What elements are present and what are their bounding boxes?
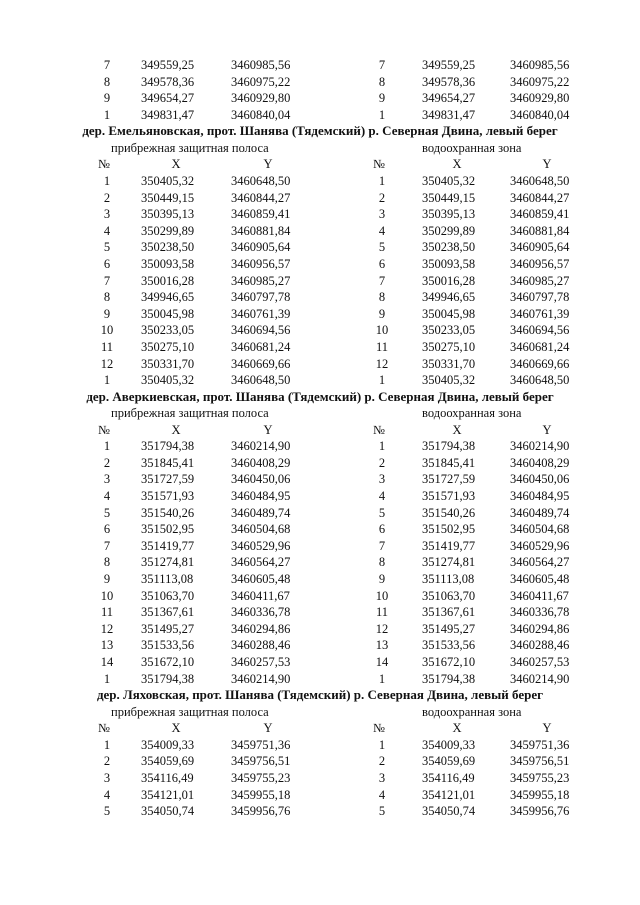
- number-column-header: №: [373, 157, 385, 172]
- x-coordinate-cell: 351502,95: [422, 522, 476, 537]
- point-number-cell: 4: [103, 489, 111, 504]
- water-protection-zone-label: водоохранная зона: [422, 406, 522, 421]
- point-number-cell: 8: [103, 74, 111, 89]
- y-coordinate-cell: 3459751,36: [231, 737, 291, 752]
- y-coordinate-cell: 3460214,90: [510, 671, 570, 686]
- y-coordinate-cell: 3460605,48: [510, 572, 570, 587]
- y-coordinate-cell: 3460844,27: [510, 190, 570, 205]
- table-row: [0, 372, 640, 389]
- table-row: [0, 737, 640, 754]
- table-row: [0, 488, 640, 505]
- zone-labels: [0, 704, 640, 721]
- x-coordinate-cell: 351367,61: [141, 605, 195, 620]
- x-coordinate-cell: 349559,25: [422, 58, 476, 72]
- table-row: [0, 273, 640, 290]
- table-row: [0, 438, 640, 455]
- point-number-cell: 13: [100, 638, 114, 653]
- point-number-cell: 10: [100, 588, 114, 603]
- y-coordinate-cell: 3460484,95: [510, 489, 570, 504]
- y-coordinate-cell: 3460929,80: [231, 91, 291, 106]
- point-number-cell: 1: [103, 173, 111, 188]
- y-coordinate-cell: 3460336,78: [231, 605, 291, 620]
- table-row: [0, 621, 640, 638]
- x-coordinate-cell: 354121,01: [141, 787, 195, 802]
- point-number-cell: 1: [378, 373, 386, 388]
- x-coordinate-cell: 350238,50: [422, 240, 476, 255]
- table-row: [0, 471, 640, 488]
- point-number-cell: 11: [100, 339, 114, 354]
- coastal-protective-strip-label: прибрежная защитная полоса: [111, 704, 269, 719]
- y-coordinate-cell: 3460929,80: [510, 91, 570, 106]
- x-coordinate-cell: 351571,93: [141, 489, 195, 504]
- table-row: [0, 322, 640, 339]
- table-row: [0, 571, 640, 588]
- y-coordinate-cell: 3460669,66: [231, 356, 291, 371]
- y-column-header: Y: [542, 157, 552, 172]
- point-number-cell: 7: [103, 273, 111, 288]
- table-row: [0, 206, 640, 223]
- x-coordinate-cell: 351419,77: [141, 538, 195, 553]
- y-column-header: Y: [542, 721, 552, 736]
- point-number-cell: 1: [378, 439, 386, 454]
- point-number-cell: 8: [378, 74, 386, 89]
- point-number-cell: 7: [103, 58, 111, 72]
- point-number-cell: 10: [375, 588, 389, 603]
- table-row: [0, 173, 640, 190]
- point-number-cell: 3: [378, 472, 386, 487]
- x-coordinate-cell: 350093,58: [141, 256, 195, 271]
- y-coordinate-cell: 3459755,23: [231, 770, 291, 785]
- x-coordinate-cell: 351274,81: [141, 555, 195, 570]
- point-number-cell: 8: [378, 290, 386, 305]
- coastal-protective-strip-label: прибрежная защитная полоса: [111, 406, 269, 421]
- section-title: дер. Ляховская, прот. Шанява (Тядемский) р. Северная Двина, левый берег: [96, 687, 544, 703]
- x-coordinate-cell: 349654,27: [141, 91, 195, 106]
- x-coordinate-cell: 354050,74: [141, 804, 195, 819]
- x-coordinate-cell: 354059,69: [141, 754, 195, 769]
- y-coordinate-cell: 3460257,53: [510, 655, 570, 669]
- point-number-cell: 4: [378, 787, 386, 802]
- x-coordinate-cell: 351845,41: [141, 455, 195, 470]
- y-coordinate-cell: 3460294,86: [231, 621, 291, 636]
- point-number-cell: 10: [375, 323, 389, 338]
- x-coordinate-cell: 351533,56: [422, 638, 476, 653]
- point-number-cell: 6: [103, 256, 111, 271]
- x-coordinate-cell: 351794,38: [141, 671, 195, 686]
- x-coordinate-cell: 349578,36: [422, 74, 476, 89]
- y-coordinate-cell: 3460956,57: [510, 256, 570, 271]
- x-coordinate-cell: 354116,49: [141, 770, 194, 785]
- y-coordinate-cell: 3459755,23: [510, 770, 570, 785]
- table-row: [0, 637, 640, 654]
- y-coordinate-cell: 3460411,67: [231, 588, 290, 603]
- point-number-cell: 3: [378, 207, 386, 222]
- table-row: [0, 654, 640, 671]
- point-number-cell: 12: [100, 356, 114, 371]
- y-coordinate-cell: 3460681,24: [231, 339, 291, 354]
- y-column-header: Y: [263, 157, 273, 172]
- point-number-cell: 5: [378, 804, 386, 819]
- x-coordinate-cell: 350449,15: [141, 190, 195, 205]
- x-column-header: X: [171, 157, 181, 172]
- point-number-cell: 5: [103, 505, 111, 520]
- table-row: [0, 455, 640, 472]
- point-number-cell: 4: [378, 223, 386, 238]
- y-coordinate-cell: 3460411,67: [510, 588, 569, 603]
- point-number-cell: 2: [378, 754, 386, 769]
- y-coordinate-cell: 3460985,27: [510, 273, 570, 288]
- point-number-cell: 11: [375, 339, 389, 354]
- y-coordinate-cell: 3460859,41: [231, 207, 291, 222]
- number-column-header: №: [373, 721, 385, 736]
- y-column-header: Y: [263, 422, 273, 437]
- x-coordinate-cell: 351845,41: [422, 455, 476, 470]
- x-coordinate-cell: 350331,70: [141, 356, 195, 371]
- point-number-cell: 6: [103, 522, 111, 537]
- point-number-cell: 9: [378, 91, 386, 106]
- x-coordinate-cell: 350016,28: [422, 273, 476, 288]
- x-coordinate-cell: 350275,10: [422, 339, 476, 354]
- number-column-header: №: [98, 157, 110, 172]
- x-coordinate-cell: 350016,28: [141, 273, 195, 288]
- x-coordinate-cell: 350331,70: [422, 356, 476, 371]
- y-coordinate-cell: 3460605,48: [231, 572, 291, 587]
- point-number-cell: 7: [378, 273, 386, 288]
- point-number-cell: 5: [103, 240, 111, 255]
- table-row: [0, 256, 640, 273]
- point-number-cell: 3: [378, 770, 386, 785]
- y-coordinate-cell: 3460681,24: [510, 339, 570, 354]
- x-coordinate-cell: 349946,65: [422, 290, 476, 305]
- point-number-cell: 12: [100, 621, 114, 636]
- x-coordinate-cell: 351367,61: [422, 605, 476, 620]
- x-coordinate-cell: 350405,32: [141, 373, 195, 388]
- point-number-cell: 1: [378, 737, 386, 752]
- x-coordinate-cell: 351794,38: [141, 439, 195, 454]
- table-row: [0, 505, 640, 522]
- y-coordinate-cell: 3460214,90: [231, 439, 291, 454]
- table-row: [0, 289, 640, 306]
- point-number-cell: 3: [103, 207, 111, 222]
- x-column-header: X: [452, 157, 462, 172]
- point-number-cell: 12: [375, 356, 389, 371]
- x-coordinate-cell: 351274,81: [422, 555, 476, 570]
- x-coordinate-cell: 350405,32: [422, 173, 476, 188]
- x-coordinate-cell: 354116,49: [422, 770, 475, 785]
- table-row: [0, 223, 640, 240]
- x-coordinate-cell: 351672,10: [422, 655, 476, 669]
- point-number-cell: 4: [378, 489, 386, 504]
- coordinate-document: [0, 57, 640, 820]
- table-row: [0, 554, 640, 571]
- y-coordinate-cell: 3460288,46: [510, 638, 570, 653]
- x-coordinate-cell: 351419,77: [422, 538, 476, 553]
- y-coordinate-cell: 3460504,68: [510, 522, 570, 537]
- x-coordinate-cell: 351495,27: [141, 621, 195, 636]
- x-coordinate-cell: 350238,50: [141, 240, 195, 255]
- x-coordinate-cell: 350395,13: [141, 207, 195, 222]
- point-number-cell: 1: [103, 107, 111, 122]
- point-number-cell: 8: [378, 555, 386, 570]
- y-coordinate-cell: 3460408,29: [510, 455, 570, 470]
- point-number-cell: 9: [103, 91, 111, 106]
- table-row: [0, 588, 640, 605]
- continued-table-row: [0, 90, 640, 107]
- table-row: [0, 671, 640, 688]
- x-coordinate-cell: 351794,38: [422, 439, 476, 454]
- section-title: дер. Емельяновская, прот. Шанява (Тядемский) р. Северная Двина, левый берег: [82, 123, 558, 139]
- y-coordinate-cell: 3460288,46: [231, 638, 291, 653]
- y-coordinate-cell: 3460450,06: [510, 472, 570, 487]
- point-number-cell: 1: [103, 737, 111, 752]
- y-coordinate-cell: 3460840,04: [510, 107, 570, 122]
- table-row: [0, 521, 640, 538]
- y-coordinate-cell: 3459955,18: [231, 787, 291, 802]
- y-coordinate-cell: 3460564,27: [510, 555, 570, 570]
- point-number-cell: 9: [378, 306, 386, 321]
- y-coordinate-cell: 3460985,56: [231, 58, 291, 72]
- x-coordinate-cell: 351063,70: [422, 588, 476, 603]
- table-row: [0, 538, 640, 555]
- y-coordinate-cell: 3460881,84: [510, 223, 570, 238]
- y-coordinate-cell: 3460489,74: [231, 505, 291, 520]
- x-coordinate-cell: 351540,26: [422, 505, 476, 520]
- point-number-cell: 8: [103, 555, 111, 570]
- x-coordinate-cell: 351113,08: [422, 572, 475, 587]
- y-coordinate-cell: 3460484,95: [231, 489, 291, 504]
- y-coordinate-cell: 3460905,64: [231, 240, 291, 255]
- point-number-cell: 5: [378, 505, 386, 520]
- table-row: [0, 306, 640, 323]
- section-title: дер. Аверкиевская, прот. Шанява (Тядемский) р. Северная Двина, левый берег: [86, 388, 554, 404]
- x-coordinate-cell: 350045,98: [422, 306, 476, 321]
- x-coordinate-cell: 351727,59: [141, 472, 195, 487]
- x-coordinate-cell: 351495,27: [422, 621, 476, 636]
- table-row: [0, 239, 640, 256]
- y-coordinate-cell: 3460648,50: [510, 373, 570, 388]
- point-number-cell: 1: [378, 173, 386, 188]
- column-header-row: [0, 156, 640, 173]
- y-coordinate-cell: 3460648,50: [231, 373, 291, 388]
- point-number-cell: 9: [103, 572, 111, 587]
- point-number-cell: 6: [378, 256, 386, 271]
- point-number-cell: 2: [103, 455, 111, 470]
- x-coordinate-cell: 349654,27: [422, 91, 476, 106]
- y-coordinate-cell: 3460975,22: [231, 74, 291, 89]
- x-coordinate-cell: 350275,10: [141, 339, 195, 354]
- y-coordinate-cell: 3460257,53: [231, 655, 291, 669]
- y-coordinate-cell: 3460489,74: [510, 505, 570, 520]
- zone-labels: [0, 140, 640, 157]
- point-number-cell: 1: [378, 671, 386, 686]
- point-number-cell: 1: [103, 439, 111, 454]
- point-number-cell: 14: [375, 655, 389, 669]
- table-row: [0, 787, 640, 804]
- y-coordinate-cell: 3460529,96: [231, 538, 291, 553]
- continued-table-row: [0, 57, 640, 74]
- y-coordinate-cell: 3460694,56: [510, 323, 570, 338]
- column-header-row: [0, 720, 640, 737]
- table-row: [0, 356, 640, 373]
- y-coordinate-cell: 3459955,18: [510, 787, 570, 802]
- number-column-header: №: [373, 422, 385, 437]
- x-coordinate-cell: 350299,89: [141, 223, 195, 238]
- x-column-header: X: [452, 422, 462, 437]
- x-coordinate-cell: 354009,33: [141, 737, 195, 752]
- point-number-cell: 7: [103, 538, 111, 553]
- y-coordinate-cell: 3460859,41: [510, 207, 570, 222]
- y-coordinate-cell: 3460905,64: [510, 240, 570, 255]
- x-coordinate-cell: 354050,74: [422, 804, 476, 819]
- x-coordinate-cell: 349831,47: [141, 107, 195, 122]
- x-coordinate-cell: 351063,70: [141, 588, 195, 603]
- water-protection-zone-label: водоохранная зона: [422, 704, 522, 719]
- point-number-cell: 3: [103, 472, 111, 487]
- x-coordinate-cell: 350045,98: [141, 306, 195, 321]
- x-coordinate-cell: 349946,65: [141, 290, 195, 305]
- y-coordinate-cell: 3460761,39: [231, 306, 291, 321]
- table-row: [0, 753, 640, 770]
- x-coordinate-cell: 354059,69: [422, 754, 476, 769]
- x-coordinate-cell: 350405,32: [422, 373, 476, 388]
- y-coordinate-cell: 3460214,90: [231, 671, 291, 686]
- y-column-header: Y: [542, 422, 552, 437]
- point-number-cell: 10: [100, 323, 114, 338]
- y-coordinate-cell: 3460844,27: [231, 190, 291, 205]
- x-coordinate-cell: 350299,89: [422, 223, 476, 238]
- table-row: [0, 190, 640, 207]
- point-number-cell: 2: [103, 754, 111, 769]
- point-number-cell: 6: [378, 522, 386, 537]
- y-column-header: Y: [263, 721, 273, 736]
- point-number-cell: 1: [103, 671, 111, 686]
- coastal-protective-strip-label: прибрежная защитная полоса: [111, 140, 269, 155]
- x-coordinate-cell: 350395,13: [422, 207, 476, 222]
- y-coordinate-cell: 3460975,22: [510, 74, 570, 89]
- y-coordinate-cell: 3459956,76: [231, 804, 291, 819]
- y-coordinate-cell: 3460450,06: [231, 472, 291, 487]
- x-coordinate-cell: 349559,25: [141, 58, 195, 72]
- x-coordinate-cell: 351113,08: [141, 572, 194, 587]
- y-coordinate-cell: 3460214,90: [510, 439, 570, 454]
- point-number-cell: 5: [103, 804, 111, 819]
- continued-table-row: [0, 74, 640, 91]
- y-coordinate-cell: 3460985,27: [231, 273, 291, 288]
- x-coordinate-cell: 351571,93: [422, 489, 476, 504]
- point-number-cell: 1: [103, 373, 111, 388]
- point-number-cell: 14: [100, 655, 114, 669]
- y-coordinate-cell: 3460669,66: [510, 356, 570, 371]
- number-column-header: №: [98, 721, 110, 736]
- point-number-cell: 7: [378, 538, 386, 553]
- y-coordinate-cell: 3460956,57: [231, 256, 291, 271]
- y-coordinate-cell: 3460761,39: [510, 306, 570, 321]
- y-coordinate-cell: 3460648,50: [510, 173, 570, 188]
- x-coordinate-cell: 350449,15: [422, 190, 476, 205]
- y-coordinate-cell: 3460648,50: [231, 173, 291, 188]
- point-number-cell: 4: [103, 223, 111, 238]
- x-coordinate-cell: 351672,10: [141, 655, 195, 669]
- point-number-cell: 11: [100, 605, 114, 620]
- x-coordinate-cell: 350405,32: [141, 173, 195, 188]
- y-coordinate-cell: 3459751,36: [510, 737, 570, 752]
- x-coordinate-cell: 350093,58: [422, 256, 476, 271]
- y-coordinate-cell: 3460840,04: [231, 107, 291, 122]
- y-coordinate-cell: 3459756,51: [510, 754, 570, 769]
- y-coordinate-cell: 3460294,86: [510, 621, 570, 636]
- point-number-cell: 2: [103, 190, 111, 205]
- continued-table-row: [0, 107, 640, 124]
- x-column-header: X: [452, 721, 462, 736]
- y-coordinate-cell: 3459956,76: [510, 804, 570, 819]
- y-coordinate-cell: 3459756,51: [231, 754, 291, 769]
- point-number-cell: 2: [378, 190, 386, 205]
- y-coordinate-cell: 3460408,29: [231, 455, 291, 470]
- point-number-cell: 8: [103, 290, 111, 305]
- table-row: [0, 803, 640, 820]
- x-coordinate-cell: 351533,56: [141, 638, 195, 653]
- table-row: [0, 339, 640, 356]
- x-coordinate-cell: 349831,47: [422, 107, 476, 122]
- water-protection-zone-label: водоохранная зона: [422, 140, 522, 155]
- table-row: [0, 604, 640, 621]
- point-number-cell: 7: [378, 58, 386, 72]
- x-column-header: X: [171, 422, 181, 437]
- table-row: [0, 770, 640, 787]
- x-column-header: X: [171, 721, 181, 736]
- y-coordinate-cell: 3460529,96: [510, 538, 570, 553]
- point-number-cell: 5: [378, 240, 386, 255]
- point-number-cell: 13: [375, 638, 389, 653]
- point-number-cell: 9: [103, 306, 111, 321]
- y-coordinate-cell: 3460985,56: [510, 58, 570, 72]
- point-number-cell: 1: [378, 107, 386, 122]
- x-coordinate-cell: 354009,33: [422, 737, 476, 752]
- point-number-cell: 12: [375, 621, 389, 636]
- x-coordinate-cell: 349578,36: [141, 74, 195, 89]
- x-coordinate-cell: 354121,01: [422, 787, 476, 802]
- point-number-cell: 4: [103, 787, 111, 802]
- x-coordinate-cell: 351540,26: [141, 505, 195, 520]
- x-coordinate-cell: 350233,05: [141, 323, 195, 338]
- y-coordinate-cell: 3460881,84: [231, 223, 291, 238]
- point-number-cell: 9: [378, 572, 386, 587]
- x-coordinate-cell: 350233,05: [422, 323, 476, 338]
- x-coordinate-cell: 351502,95: [141, 522, 195, 537]
- point-number-cell: 11: [375, 605, 389, 620]
- point-number-cell: 3: [103, 770, 111, 785]
- number-column-header: №: [98, 422, 110, 437]
- y-coordinate-cell: 3460694,56: [231, 323, 291, 338]
- y-coordinate-cell: 3460797,78: [231, 290, 291, 305]
- point-number-cell: 2: [378, 455, 386, 470]
- x-coordinate-cell: 351727,59: [422, 472, 476, 487]
- x-coordinate-cell: 351794,38: [422, 671, 476, 686]
- y-coordinate-cell: 3460504,68: [231, 522, 291, 537]
- y-coordinate-cell: 3460564,27: [231, 555, 291, 570]
- zone-labels: [0, 405, 640, 422]
- y-coordinate-cell: 3460797,78: [510, 290, 570, 305]
- y-coordinate-cell: 3460336,78: [510, 605, 570, 620]
- column-header-row: [0, 422, 640, 439]
